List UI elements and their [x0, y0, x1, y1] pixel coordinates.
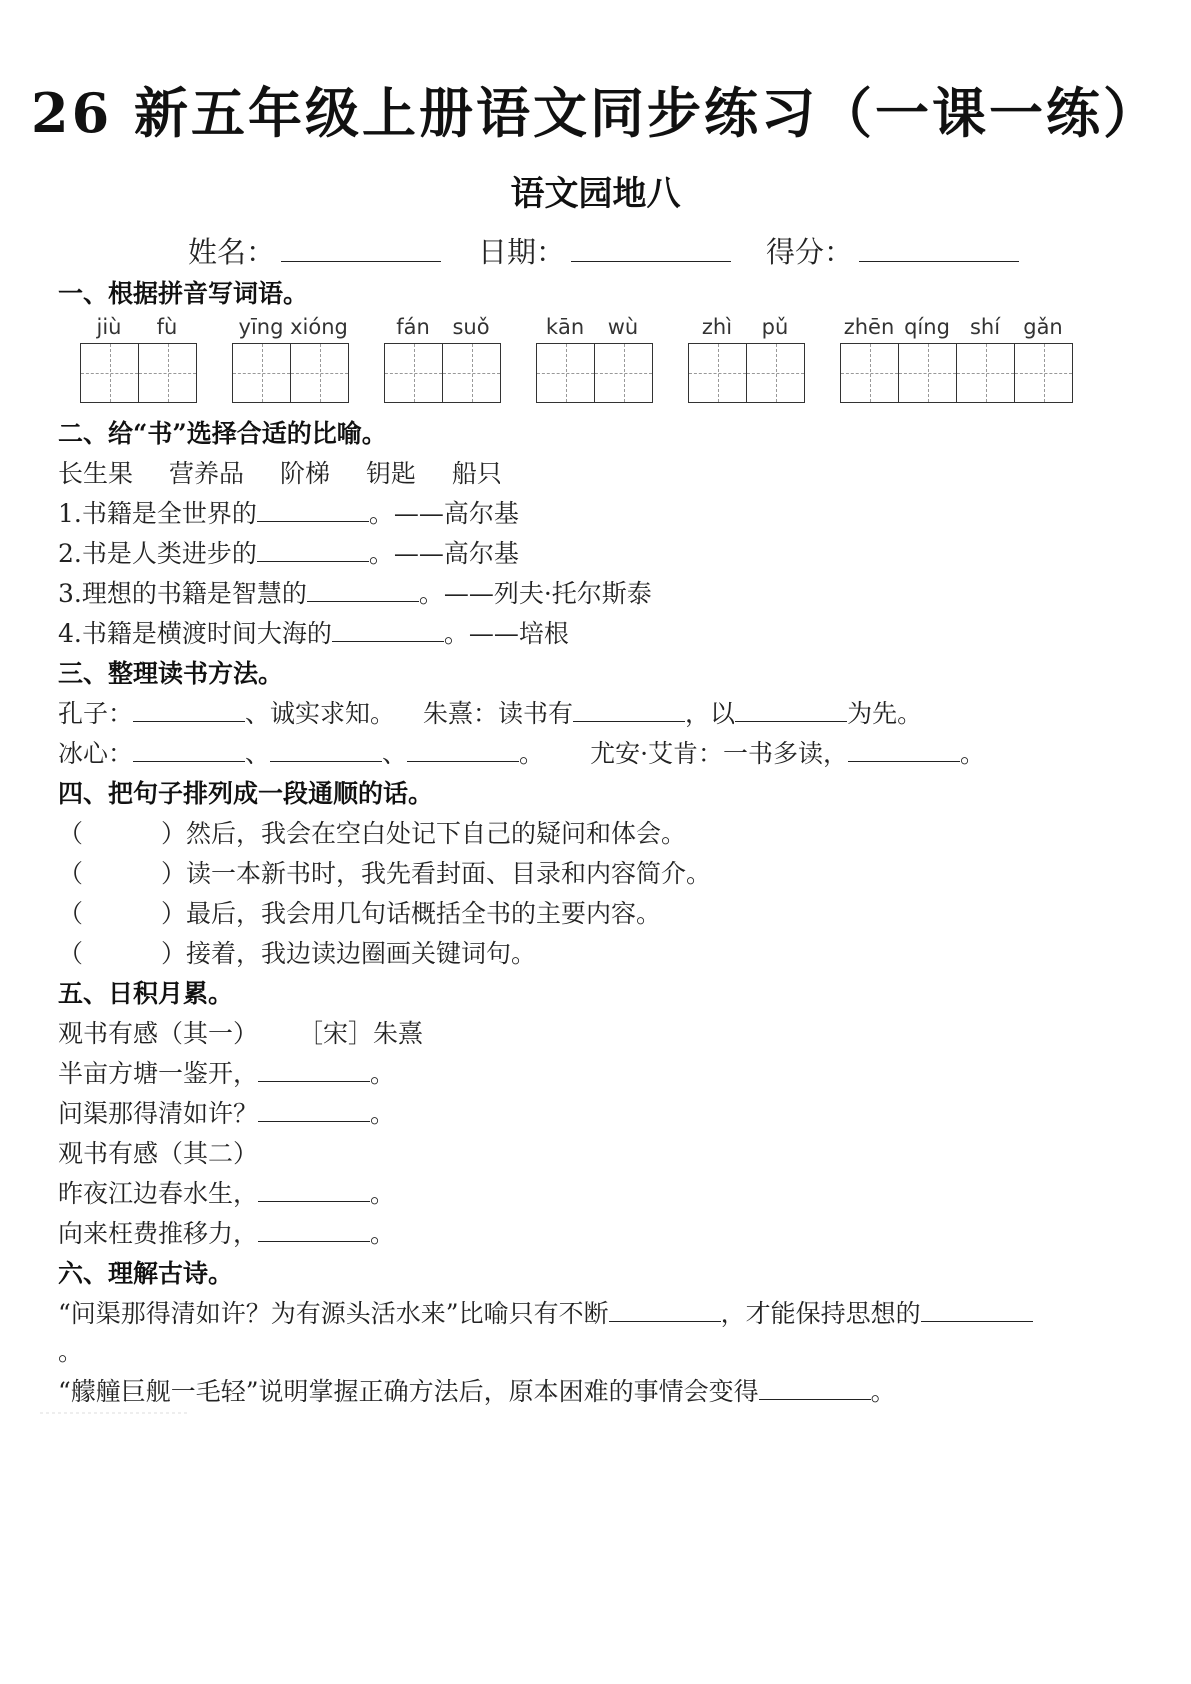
metaphor-options [58, 456, 502, 492]
label-text: 尤安·艾肯：一书多读， [590, 739, 849, 768]
label-text: 、 [245, 739, 271, 768]
char-box[interactable] [689, 344, 747, 402]
writing-grid[interactable] [232, 343, 349, 403]
option-word: 钥匙 [365, 459, 416, 488]
question-text: ，才能保持思想的 [720, 1299, 921, 1328]
quote-source: 。——高尔基 [368, 499, 519, 528]
ordering-item [58, 936, 536, 972]
date-field[interactable] [478, 232, 731, 272]
pinyin-syllable: qíng [904, 315, 950, 339]
ordering-item [58, 896, 661, 932]
label-text: 朱熹：读书有 [423, 699, 574, 728]
question-item [58, 576, 652, 612]
verse-text: 问渠那得清如许？ [58, 1099, 259, 1128]
char-box[interactable] [537, 344, 595, 402]
label-text: 为先。 [847, 699, 923, 728]
poem-line [58, 1176, 395, 1212]
score-label: 得分： [766, 235, 854, 269]
ordering-item [58, 856, 711, 892]
poem-line [58, 1216, 395, 1252]
answer-blank[interactable] [921, 1297, 1033, 1322]
faint-watermark [40, 1410, 190, 1416]
pinyin-syllable: pǔ [761, 315, 789, 339]
answer-blank[interactable] [258, 1177, 370, 1202]
name-blank[interactable] [281, 233, 441, 262]
char-box[interactable] [747, 344, 805, 402]
question-text: “问渠那得清如许？为有源头活水来”比喻只有不断 [58, 1299, 609, 1328]
paren-close: ） [161, 819, 187, 848]
quote-source: 。——培根 [443, 619, 569, 648]
label-text: ，以 [685, 699, 736, 728]
poem-2-heading: 观书有感（其二） [58, 1139, 259, 1168]
writing-grid[interactable] [840, 343, 1073, 403]
pinyin-syllable: fù [156, 315, 178, 339]
label-text: 、 [382, 739, 408, 768]
answer-blank[interactable] [258, 1097, 370, 1122]
option-word: 阶梯 [279, 459, 330, 488]
worksheet-subtitle: 语文园地八 [510, 174, 681, 214]
char-box[interactable] [139, 344, 197, 402]
question-item [58, 536, 519, 572]
question-end: 。 [58, 1337, 84, 1366]
reading-method-line-1 [58, 696, 922, 732]
question-item [58, 496, 519, 532]
question-text: 4.书籍是横渡时间大海的 [58, 619, 332, 648]
answer-blank[interactable] [848, 737, 960, 762]
poem-question-2 [58, 1374, 896, 1410]
answer-blank[interactable] [735, 697, 847, 722]
paren-close: ） [161, 899, 187, 928]
quote-source: 。——高尔基 [368, 539, 519, 568]
section-6-title: 六、理解古诗。 [58, 1259, 234, 1288]
label-text: 。 [519, 739, 545, 768]
pinyin-syllable: jiù [96, 315, 122, 339]
char-box[interactable] [81, 344, 139, 402]
writing-grid[interactable] [688, 343, 805, 403]
worksheet-title: 26 新五年级上册语文同步练习（一课一练） [31, 81, 1160, 145]
char-box[interactable] [233, 344, 291, 402]
poem-line [58, 1056, 395, 1092]
writing-grid[interactable] [536, 343, 653, 403]
answer-blank[interactable] [307, 577, 419, 602]
verse-text: 昨夜江边春水生， [58, 1179, 259, 1208]
paren-open: （ [58, 819, 84, 848]
paren-open: （ [58, 899, 84, 928]
char-box[interactable] [443, 344, 501, 402]
period: 。 [870, 1377, 896, 1406]
poem-1-heading [58, 1016, 423, 1052]
answer-blank[interactable] [258, 1217, 370, 1242]
period: 。 [370, 1059, 396, 1088]
question-text: 1.书籍是全世界的 [58, 499, 257, 528]
pinyin-syllable: yīng [238, 315, 284, 339]
pinyin-syllable: zhì [701, 315, 733, 339]
poem-line [58, 1096, 395, 1132]
poem-title: 观书有感（其一） [58, 1019, 259, 1048]
char-box[interactable] [957, 344, 1015, 402]
label-text: 、诚实求知。 [245, 699, 396, 728]
answer-blank[interactable] [257, 537, 369, 562]
answer-blank[interactable] [270, 737, 382, 762]
question-text: “艨艟巨舰一毛轻”说明掌握正确方法后，原本困难的事情会变得 [58, 1377, 759, 1406]
section-3-title: 三、整理读书方法。 [58, 659, 284, 688]
answer-blank[interactable] [258, 1057, 370, 1082]
answer-blank[interactable] [609, 1297, 721, 1322]
section-5-title: 五、日积月累。 [58, 979, 234, 1008]
option-word: 船只 [451, 459, 502, 488]
paren-close: ） [161, 859, 187, 888]
pinyin-syllable: gǎn [1023, 315, 1063, 339]
reading-method-line-2 [58, 736, 985, 772]
name-field[interactable] [188, 232, 441, 272]
answer-blank[interactable] [257, 497, 369, 522]
option-word: 长生果 [58, 459, 134, 488]
poem-author: ［宋］朱熹 [298, 1019, 424, 1048]
score-field[interactable] [766, 232, 1019, 272]
sentence-text: 接着，我边读边圈画关键词句。 [186, 939, 537, 968]
verse-text: 向来枉费推移力， [58, 1219, 259, 1248]
writing-grid[interactable] [80, 343, 197, 403]
quote-source: 。——列夫·托尔斯泰 [418, 579, 652, 608]
ordering-item [58, 816, 686, 852]
question-item [58, 616, 569, 652]
label-text: 孔子： [58, 699, 134, 728]
char-box[interactable] [595, 344, 653, 402]
date-label: 日期： [478, 235, 566, 269]
poem-question-1 [58, 1296, 1033, 1332]
label-text: 冰心： [58, 739, 134, 768]
verse-text: 半亩方塘一鉴开， [58, 1059, 259, 1088]
paren-close: ） [161, 939, 187, 968]
section-2-title: 二、给“书”选择合适的比喻。 [58, 419, 387, 448]
paren-open: （ [58, 859, 84, 888]
writing-grid[interactable] [384, 343, 501, 403]
answer-blank[interactable] [133, 697, 245, 722]
sentence-text: 读一本新书时，我先看封面、目录和内容简介。 [186, 859, 712, 888]
paren-open: （ [58, 939, 84, 968]
answer-blank[interactable] [759, 1375, 871, 1400]
period: 。 [370, 1099, 396, 1128]
period: 。 [370, 1179, 396, 1208]
pinyin-syllable: fán [396, 315, 430, 339]
char-box[interactable] [385, 344, 443, 402]
pinyin-syllable: wù [607, 315, 639, 339]
answer-blank[interactable] [407, 737, 519, 762]
period: 。 [370, 1219, 396, 1248]
pinyin-syllable: shí [969, 315, 1001, 339]
char-box[interactable] [1015, 344, 1073, 402]
score-blank[interactable] [859, 233, 1019, 262]
char-box[interactable] [291, 344, 349, 402]
question-text: 3.理想的书籍是智慧的 [58, 579, 307, 608]
char-box[interactable] [841, 344, 899, 402]
option-word: 营养品 [168, 459, 244, 488]
section-4-title: 四、把句子排列成一段通顺的话。 [58, 779, 434, 808]
pinyin-syllable: xióng [290, 315, 348, 339]
pinyin-syllable: kān [545, 315, 585, 339]
sentence-text: 最后，我会用几句话概括全书的主要内容。 [186, 899, 662, 928]
section-1-title: 一、根据拼音写词语。 [58, 279, 309, 308]
char-box[interactable] [899, 344, 957, 402]
label-text: 。 [960, 739, 986, 768]
question-text: 2.书是人类进步的 [58, 539, 257, 568]
sentence-text: 然后，我会在空白处记下自己的疑问和体会。 [186, 819, 687, 848]
pinyin-syllable: suǒ [452, 315, 490, 339]
answer-blank[interactable] [133, 737, 245, 762]
date-blank[interactable] [571, 233, 731, 262]
answer-blank[interactable] [573, 697, 685, 722]
name-label: 姓名： [188, 235, 276, 269]
answer-blank[interactable] [332, 617, 444, 642]
pinyin-syllable: zhēn [843, 315, 895, 339]
